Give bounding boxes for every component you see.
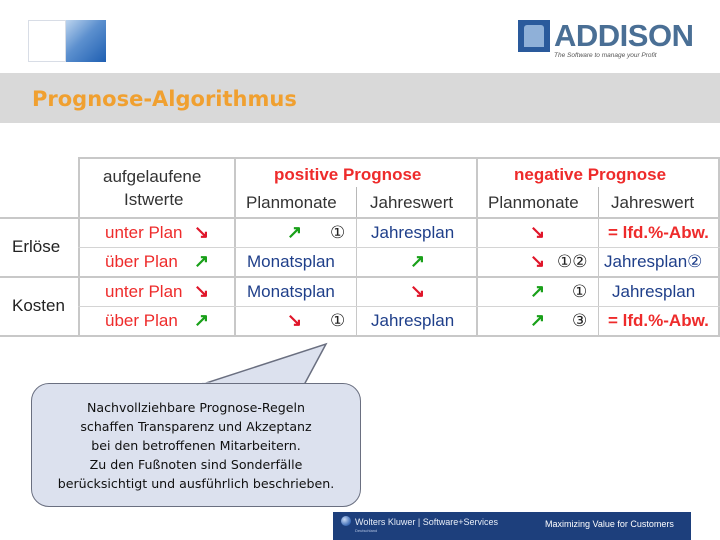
footer-slogan: Maximizing Value for Customers (545, 519, 674, 529)
company-logo-left (28, 20, 106, 62)
addison-tagline: The Software to manage your Profit (554, 52, 657, 59)
subheader-jahreswert-neg: Jahreswert (611, 193, 695, 212)
footer-brand-sub: Deutschland (355, 528, 378, 533)
callout-text (32, 398, 360, 493)
cell-value: Jahresplan② (604, 252, 703, 271)
status-label: über Plan (105, 311, 178, 330)
arrow-up-icon: ↗ (530, 310, 546, 330)
addison-logo-text: ADDISON (554, 18, 694, 53)
arrow-down-icon: ↘ (287, 310, 303, 330)
grid-line (0, 335, 720, 337)
callout-line: Nachvollziehbare Prognose-Regeln (86, 400, 306, 415)
grid-line (78, 157, 720, 159)
arrow-down-icon: ↘ (410, 281, 426, 301)
status-label: unter Plan (105, 282, 183, 301)
cell-value: Monatsplan (247, 282, 335, 301)
status-label: über Plan (105, 252, 178, 271)
arrow-down-icon: ↘ (530, 251, 546, 271)
logo-square-blue (66, 20, 106, 62)
page-title: Prognose-Algorithmus (32, 87, 297, 111)
title-bar (0, 73, 720, 123)
footnote-marker: ① (330, 223, 346, 242)
cell-value: Jahresplan (612, 282, 696, 301)
addison-emblem-icon (518, 20, 550, 52)
subheader-jahreswert-pos: Jahreswert (370, 193, 454, 212)
grid-line (0, 217, 720, 219)
arrow-up-icon: ↗ (287, 222, 303, 242)
callout-line: bei den betroffenen Mitarbeitern. (91, 438, 301, 453)
grid-line (78, 247, 720, 248)
cell-value: = lfd.%-Abw. (608, 223, 709, 242)
cell-value: Monatsplan (247, 252, 335, 271)
group-label-erloese: Erlöse (12, 237, 61, 256)
arrow-down-icon: ↘ (530, 222, 546, 242)
grid-line (78, 306, 720, 307)
arrow-up-icon: ↗ (530, 281, 546, 301)
arrow-down-icon: ↘ (194, 222, 210, 242)
callout-line: Zu den Fußnoten sind Sonderfälle (89, 457, 303, 472)
arrow-up-icon: ↗ (194, 310, 210, 330)
footnote-marker: ① (330, 311, 346, 330)
header-istwerte-line1: aufgelaufene (103, 167, 202, 186)
footnote-marker: ③ (572, 311, 588, 330)
header-istwerte-line2: Istwerte (124, 190, 184, 209)
callout-line: schaffen Transparenz und Akzeptanz (80, 419, 312, 434)
cell-value: Jahresplan (371, 311, 455, 330)
grid-line (0, 276, 720, 278)
callout-line: berücksichtigt und ausführlich beschrieben. (57, 476, 335, 491)
callout-bubble (31, 383, 361, 507)
arrow-up-icon: ↗ (194, 251, 210, 271)
footer-brand: Wolters Kluwer | Software+Services (355, 517, 498, 527)
cell-value: Jahresplan (371, 223, 455, 242)
logo-square-white (28, 20, 66, 62)
prognosis-table (0, 157, 720, 337)
grid-line (356, 187, 357, 217)
group-label-kosten: Kosten (12, 296, 65, 315)
footnote-marker: ① (572, 282, 588, 301)
arrow-up-icon: ↗ (410, 251, 426, 271)
status-label: unter Plan (105, 223, 183, 242)
header-negative-prognose: negative Prognose (514, 165, 667, 184)
addison-logo (518, 18, 698, 66)
footnote-marker: ①② (557, 252, 588, 271)
cell-value: = lfd.%-Abw. (608, 311, 709, 330)
arrow-down-icon: ↘ (194, 281, 210, 301)
grid-line (598, 187, 599, 217)
subheader-planmonate-neg: Planmonate (488, 193, 579, 212)
footer-banner (333, 512, 691, 540)
wolters-kluwer-logo-icon (341, 516, 351, 526)
header-positive-prognose: positive Prognose (274, 165, 422, 184)
callout-tail (200, 343, 340, 387)
subheader-planmonate-pos: Planmonate (246, 193, 337, 212)
